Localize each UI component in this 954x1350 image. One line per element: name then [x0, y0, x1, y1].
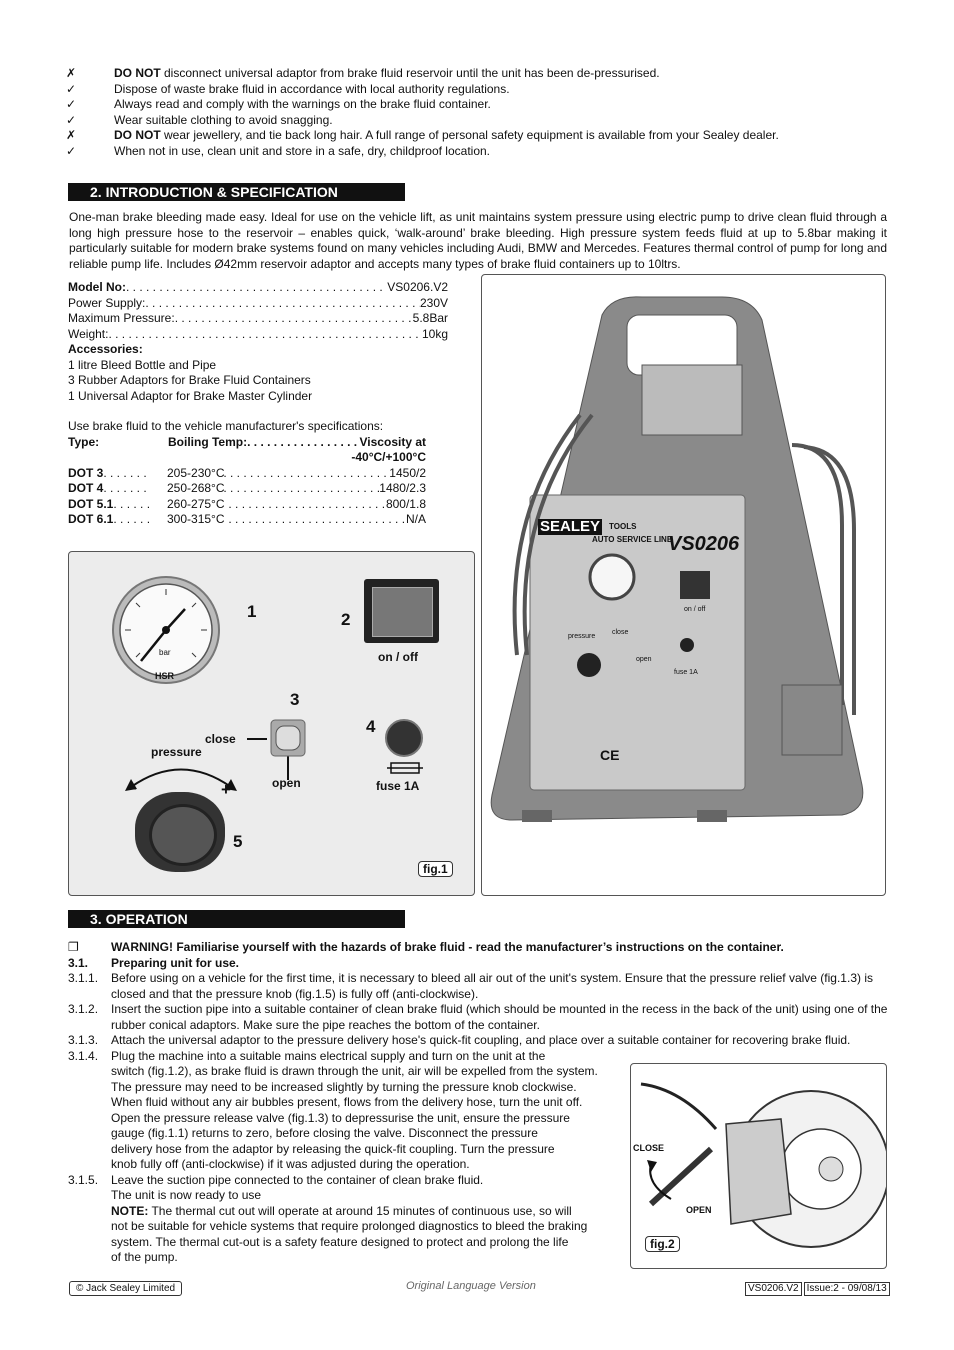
step-line: system. The thermal cut-out is a safety feature designed to protect and prolong the life: [111, 1234, 569, 1249]
check-icon: ✓: [66, 112, 77, 127]
fluid-temp: 260-275°C: [167, 496, 225, 511]
machine-brand: SEALEY: [540, 518, 601, 535]
step-text: Attach the universal adaptor to the pressure delivery hose's quick-fit coupling, and place over a suitable container for recovering brake fluid.: [111, 1033, 851, 1047]
step-line: When fluid without any air bubbles present, flows from the delivery hose, turn the unit off.: [111, 1095, 583, 1109]
step-3-1-2: [68, 1002, 888, 1033]
callout-2: 2: [341, 610, 351, 629]
step-line: not be suitable for vehicle systems that require prolonged diagnostics to bleed the braking: [111, 1219, 588, 1233]
machine-tools: TOOLS: [609, 522, 637, 531]
warning-text: WARNING! Familiarise yourself with the hazards of brake fluid - read the manufacturer’s instructions on the container.: [111, 940, 784, 954]
step-number: 3.1.1.: [68, 971, 99, 985]
check-icon: ✓: [66, 143, 77, 158]
step-line: gauge (fig.1.1) returns to zero, before closing the valve. Disconnect the pressure: [111, 1126, 538, 1140]
spec-label: Weight:: [68, 326, 109, 341]
spec-value: 10kg: [421, 326, 448, 341]
intro-paragraph: One-man brake bleeding made easy. Ideal for use on the vehicle lift, as unit maintains system pressure using electric pump to drive clean fluid through a long high pressure hose to the reservoir – enables quick, ‘walk-around’ brake bleeding. High pressure system feeds fluid at up to 5.8bar making it particularly suitable for modern brake systems found on many vehicles including Audi, BMW and Mercedes. Features thermal control of pump for long and reliable pump life. Includes Ø42mm reservoir adaptor and accepts many types of brake fluid containers up to 10ltrs.: [69, 210, 887, 271]
fluid-row: [68, 466, 426, 482]
fluid-type-header: Type:: [68, 434, 100, 449]
step-line: Leave the suction pipe connected to the container of clean brake fluid.: [111, 1172, 484, 1187]
minus-label: –: [127, 778, 137, 797]
machine-fuse: fuse 1A: [674, 669, 698, 676]
fluid-row: [68, 512, 426, 528]
warning-line: [68, 940, 888, 956]
step-line: of the pump.: [111, 1250, 178, 1264]
fig2-panel: [630, 1063, 887, 1269]
machine-model: VS0206: [668, 533, 740, 555]
fluid-visc: N/A: [405, 512, 426, 526]
machine-close: close: [612, 629, 629, 636]
spec-pressure: [68, 311, 448, 327]
check-icon: ✓: [66, 81, 77, 96]
step-line: The unit is now ready to use: [111, 1188, 262, 1202]
ce-mark: CE: [600, 747, 620, 763]
fig1-panel: [68, 551, 475, 896]
open-label: open: [272, 776, 301, 790]
spec-model: [68, 280, 448, 296]
spec-value: 230V: [419, 295, 448, 310]
callout-5: 5: [233, 832, 243, 851]
step-line: switch (fig.1.2), as brake fluid is drawn through the unit, air will be expelled from the system.: [111, 1064, 598, 1078]
fluid-row: [68, 481, 426, 497]
step-title: Preparing unit for use.: [111, 955, 240, 970]
fuse-symbol-icon: [387, 760, 423, 776]
fluid-visc: 1450/2: [389, 465, 426, 480]
spec-list: [68, 280, 448, 528]
fig2-close-label: CLOSE: [633, 1143, 665, 1153]
safety-text: When not in use, clean unit and store in a safe, dry, childproof location.: [114, 143, 490, 158]
step-3-1-1: [68, 971, 888, 1002]
step-number: 3.1.4.: [68, 1048, 99, 1063]
fluid-type: DOT 6.1: [68, 512, 114, 526]
fluid-type: DOT 4: [68, 481, 104, 495]
safety-text: Always read and comply with the warnings on the brake fluid container.: [114, 97, 491, 111]
issue-model: VS0206.V2: [745, 1282, 802, 1296]
step-line: The pressure may need to be increased slightly by turning the pressure knob clockwise.: [111, 1079, 577, 1094]
callout-4: 4: [366, 717, 376, 736]
step-number: 3.1.3.: [68, 1033, 99, 1047]
step-number: 3.1.5.: [68, 1172, 99, 1187]
safety-text: wear jewellery, and tie back long hair. A full range of personal safety equipment is available from your Sealey dealer.: [160, 128, 779, 142]
safety-text: Wear suitable clothing to avoid snagging.: [114, 112, 333, 127]
safety-item: [66, 113, 926, 129]
machine-on-off: on / off: [684, 606, 706, 613]
fluid-temp: 300-315°C: [167, 512, 225, 526]
callout-3: 3: [290, 690, 300, 709]
spec-label: Model No:: [68, 280, 126, 294]
accessory-item: 1 Universal Adaptor for Brake Master Cylinder: [68, 388, 313, 403]
safety-text: disconnect universal adaptor from brake fluid reservoir until the unit has been de-pressurised.: [160, 66, 660, 80]
machine-open: open: [636, 656, 652, 663]
fig2-open-label: OPEN: [686, 1205, 712, 1215]
step-line: knob fully off (anti-clockwise) if it was adjusted during the operation.: [111, 1157, 470, 1171]
step-line: The thermal cut out will operate at around 15 minutes of continuous use, so will: [148, 1203, 572, 1218]
accessory-item: 1 litre Bleed Bottle and Pipe: [68, 357, 217, 372]
safety-bold: DO NOT: [114, 66, 161, 80]
step-text: Before using on a vehicle for the first time, it is necessary to bleed all air out of the unit's system. Ensure that the pressure relief valve (fig.1.3) is closed and that the pressure knob (fig.1.5) is fully off (anti-clockwise).: [111, 971, 873, 1001]
safety-bold: DO NOT: [114, 128, 161, 142]
viscosity-header: Viscosity at: [359, 434, 426, 449]
safety-item: [66, 66, 926, 82]
copyright: © Jack Sealey Limited: [69, 1281, 182, 1296]
fluid-type: DOT 3: [68, 465, 104, 480]
check-icon: ✓: [66, 97, 77, 111]
cross-icon: ✗: [66, 128, 77, 142]
fluid-note: Use brake fluid to the vehicle manufacturer's specifications:: [68, 419, 384, 433]
viscosity-header-2: -40°C/+100°C: [351, 450, 426, 464]
language-note: Original Language Version: [406, 1280, 536, 1292]
fig1-label: fig.1: [418, 861, 453, 877]
spec-value: 5.8Bar: [412, 311, 448, 325]
fluid-type: DOT 5.1: [68, 496, 114, 511]
brake-bleeder-machine-icon: [482, 275, 885, 895]
safety-item: [66, 97, 926, 113]
close-label: close: [205, 732, 236, 746]
spec-value: VS0206.V2: [387, 280, 448, 294]
step-3-1-3: [68, 1033, 888, 1049]
section-2-header: 2. INTRODUCTION & SPECIFICATION: [68, 183, 405, 201]
safety-text: Dispose of waste brake fluid in accordance with local authority regulations.: [114, 81, 510, 96]
issue-date: Issue:2 - 09/08/13: [804, 1282, 890, 1296]
boiling-header: Boiling Temp:: [168, 434, 248, 449]
pressure-relief-valve-icon: [247, 712, 327, 782]
plus-label: +: [221, 780, 231, 799]
fluid-row: [68, 497, 426, 513]
step-number: 3.1.2.: [68, 1002, 99, 1016]
machine-pressure: pressure: [568, 633, 596, 640]
fluid-visc: 1480/2.3: [379, 481, 426, 495]
fluid-temp: 250-268°C: [167, 481, 225, 495]
pressure-label: pressure: [151, 745, 202, 759]
step-number: 3.1.: [68, 955, 89, 970]
step-line: Open the pressure release valve (fig.1.3) to depressurise the unit, ensure the pressure: [111, 1110, 570, 1125]
spec-label: Power Supply:: [68, 295, 146, 310]
section-3-header: 3. OPERATION: [68, 910, 405, 928]
on-off-label: on / off: [378, 650, 418, 664]
fuse-holder-icon: [385, 719, 423, 757]
fluid-header: [68, 435, 426, 451]
safety-item: [66, 144, 926, 160]
spec-label: Maximum Pressure:: [68, 311, 175, 325]
gauge-brand: HSR: [155, 671, 175, 681]
note-label: NOTE:: [111, 1203, 149, 1218]
checkbox-icon: ❐: [68, 940, 79, 954]
fluid-temp: 205-230°C: [167, 465, 225, 480]
issue-box: [745, 1282, 890, 1296]
fig2-label: fig.2: [645, 1236, 680, 1252]
fluid-visc: 800/1.8: [385, 496, 426, 511]
step-text: Insert the suction pipe into a suitable container of clean brake fluid (which should be mounted in the recess in the back of the unit) using one of the rubber conical adaptors. Make sure the pipe reaches the bottom of the container.: [111, 1002, 888, 1032]
on-off-switch-icon: [364, 579, 439, 643]
gauge-unit: bar: [159, 648, 171, 657]
step-line: Plug the machine into a suitable mains electrical supply and turn on the unit at the: [111, 1048, 546, 1063]
machine-photo-panel: [481, 274, 886, 896]
cross-icon: ✗: [66, 66, 77, 80]
accessories-label: Accessories:: [68, 342, 143, 356]
spec-power: [68, 296, 448, 312]
step-line: delivery hose from the adaptor by releasing the quick-fit coupling. Turn the pressure: [111, 1141, 555, 1156]
safety-list: [66, 66, 926, 159]
safety-item: [66, 128, 926, 144]
accessory-item: 3 Rubber Adaptors for Brake Fluid Containers: [68, 373, 311, 387]
spec-weight: [68, 327, 448, 343]
callout-1: 1: [247, 602, 257, 621]
fuse-label: fuse 1A: [376, 779, 420, 793]
pressure-knob-icon: [135, 792, 225, 872]
step-heading: [68, 956, 888, 972]
machine-brand-sub: AUTO SERVICE LINE: [592, 535, 673, 544]
safety-item: [66, 82, 926, 98]
